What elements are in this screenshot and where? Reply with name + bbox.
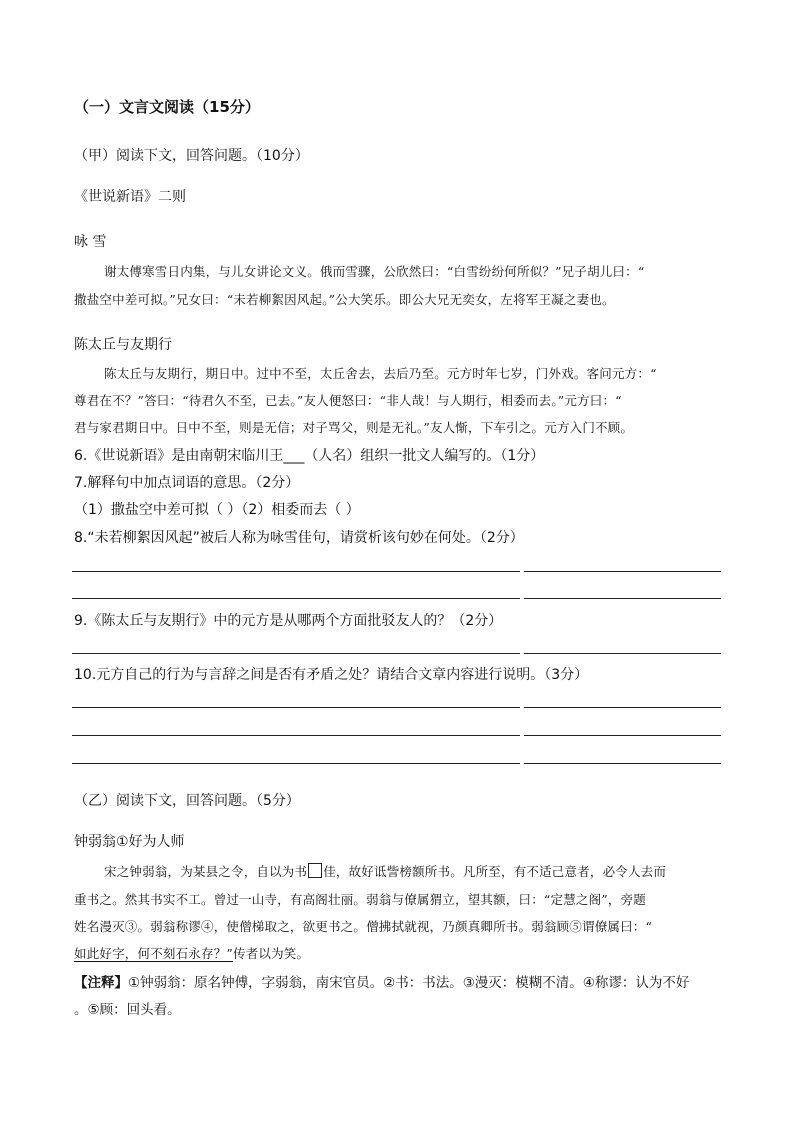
answer-line[interactable] (524, 598, 721, 599)
part-b-line (74, 944, 309, 962)
answer-line[interactable] (72, 735, 520, 736)
part-b-line: 姓名漫灭③。弱翁称谬④，使僧梯取之，欲更书之。僧拂拭就视，乃颜真卿所书。弱翁顾⑤谓僚属曰：“ (74, 919, 653, 934)
question-6: 6.《世说新语》是由南朝宋临川王___（人名）组织一批文人编写的。（1分） (74, 448, 545, 464)
part-b-instruction: （乙）阅读下文，回答问题。（5分） (74, 793, 300, 809)
answer-line[interactable] (72, 653, 520, 654)
story1-line: 撒盐空中差可拟。”兄女曰：“未若柳絮因风起。”公大笑乐。即公大兄无奕女，左将军王凝之妻也。 (74, 292, 615, 307)
answer-line[interactable] (524, 735, 721, 736)
part-b-line-pre: 宋之钟弱翁，为某县之令，自以为书 (104, 864, 308, 879)
answer-line[interactable] (524, 653, 721, 654)
question-7-items: （1）撒盐空中差可拟（ ）（2）相委而去（ ） (74, 502, 360, 518)
annotation-continued: 。⑤顾：回头看。 (74, 1002, 181, 1018)
story2-line: 尊君在不？”答曰：“待君久不至，已去。”友人便怒曰：“非人哉！与人期行，相委而去。”元方曰：“ (74, 393, 622, 408)
part-b-line-post: 佳，故好诋訾榜额所书。凡所至，有不适己意者，必令人去而 (323, 864, 667, 879)
question-10: 10.元方自己的行为与言辞之间是否有矛盾之处？请结合文章内容进行说明。（3分） (74, 667, 589, 683)
part-b-line: 重书之。然其书实不工。曾过一山寺，有高阁壮丽。弱翁与僚属猬立，望其额，曰：“定慧之阁”，旁题 (74, 892, 646, 907)
answer-line[interactable] (524, 763, 721, 764)
story1-line: 谢太傅寒雪日内集，与儿女讲论文义。俄而雪骤，公欣然曰：“白雪纷纷何所似？”兄子胡儿曰：“ (104, 264, 645, 279)
answer-line[interactable] (72, 598, 520, 599)
annotation-label: 【注释】 (74, 975, 128, 991)
answer-line[interactable] (524, 707, 721, 708)
question-7: 7.解释句中加点词语的意思。（2分） (74, 475, 300, 491)
answer-line[interactable] (524, 571, 721, 572)
part-b-line (104, 862, 666, 880)
illegible-char-box (308, 863, 322, 878)
story2-line: 陈太丘与友期行，期日中。过中不至，太丘舍去，去后乃至。元方时年七岁，门外戏。客问元方：“ (104, 366, 657, 381)
question-8: 8.“未若柳絮因风起”被后人称为咏雪佳句，请赏析该句妙在何处。（2分） (74, 530, 524, 546)
story2-title: 陈太丘与友期行 (74, 337, 172, 353)
answer-line[interactable] (72, 571, 520, 572)
story1-title: 咏 雪 (74, 234, 107, 250)
underlined-quote: 如此好字，何不刻石永存？” (74, 946, 233, 961)
book-title: 《世说新语》二则 (74, 189, 186, 205)
part-b-title: 钟弱翁①好为人师 (74, 834, 185, 850)
answer-line[interactable] (72, 763, 520, 764)
part-a-instruction: （甲）阅读下文，回答问题。（10分） (74, 148, 309, 164)
part-b-line-rest: 传者以为笑。 (233, 946, 310, 961)
annotation (74, 971, 689, 991)
answer-line[interactable] (72, 707, 520, 708)
annotation-text: ①钟弱翁：原名钟傅，字弱翁，南宋官员。②书：书法。③漫灭：模糊不清。④称谬：认为不好 (128, 975, 690, 991)
question-9: 9.《陈太丘与友期行》中的元方是从哪两个方面批驳友人的？（2分） (74, 613, 503, 629)
story2-line: 君与家君期日中。日中不至，则是无信；对子骂父，则是无礼。”友人惭，下车引之。元方入门不顾。 (74, 420, 634, 435)
section-title: （一）文言文阅读（15分） (74, 98, 260, 116)
